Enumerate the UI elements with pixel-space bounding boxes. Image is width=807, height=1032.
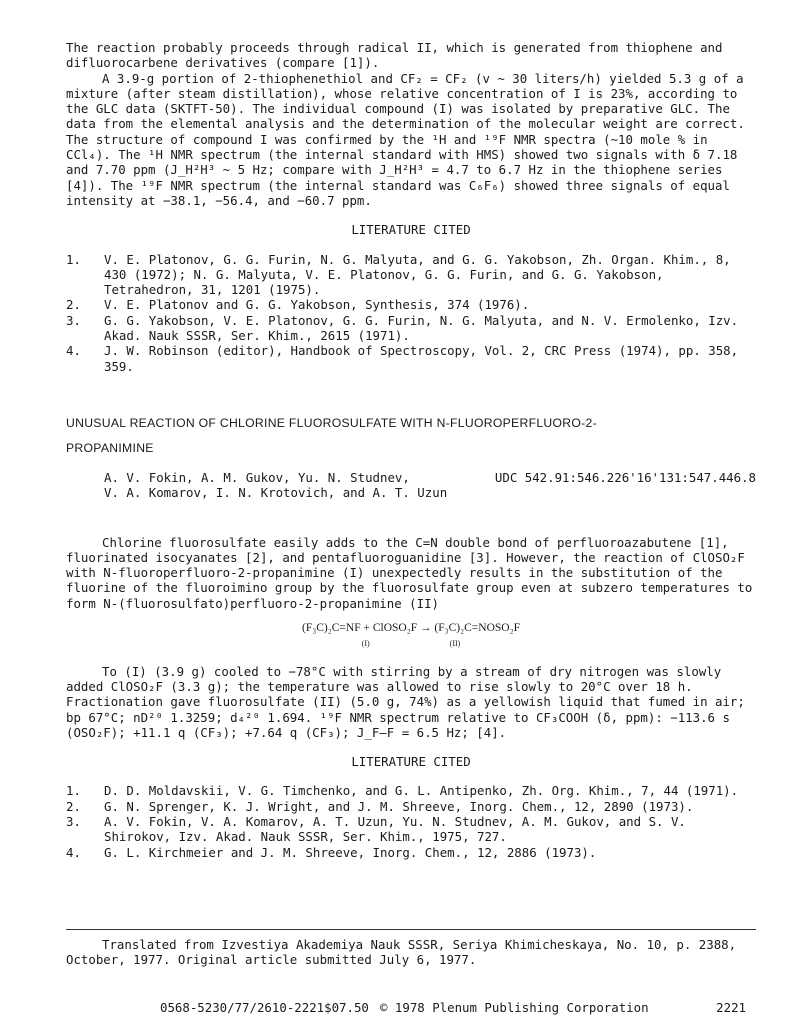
article-title-line-2: PROPANIMINE [66,440,154,455]
reference-item: 3. G. G. Yakobson, V. E. Platonov, G. G. Furin, N. G. Malyuta, and N. V. Ermolenko, Izv. Akad. Nauk SSSR, Ser. Khim., 2615 (1971). [66,312,739,344]
literature-heading-2: LITERATURE CITED [351,754,471,770]
authors-line-1: A. V. Fokin, A. M. Gukov, Yu. N. Studnev, [104,469,410,485]
udc-code: UDC 542.91:546.226'16'131:547.446.8 [494,469,756,485]
reaction-equation [66,621,756,652]
reference-item: 3. A. V. Fokin, V. A. Komarov, A. T. Uzun, Yu. N. Studnev, A. M. Gukov, and S. V. Shirokov, Izv. Akad. Nauk SSSR, Ser. Khim., 1975, 727. [66,813,686,845]
reference-item: 4. J. W. Robinson (editor), Handbook of Spectroscopy, Vol. 2, CRC Press (1974), pp. 358, 359. [66,343,739,374]
reference-item: 1. V. E. Platonov, G. G. Furin, N. G. Malyuta, and G. G. Yakobson, Zh. Organ. Khim., 8, 430 (1972); N. G. Malyuta, V. E. Platonov, G. G. Furin, and G. G. Yakobson, Tetrahedron, 31, 1201 (1975). [66,251,731,298]
translation-note: Translated from Izvestiya Akademiya Nauk SSSR, Seriya Khimicheskaya, No. 10, p. 2388, October, 1977. Original article submitted July 6, 1977. [66,937,737,968]
page-body [66,40,756,860]
reference-list-1 [66,252,756,374]
copyright-notice: © 1978 Plenum Publishing Corporation [380,1000,649,1015]
equation-label-i: (I) [361,639,370,649]
reference-list-2 [66,783,756,859]
reference-item: 2. G. N. Sprenger, K. J. Wright, and J. M. Shreeve, Inorg. Chem., 12, 2890 (1973). [66,798,694,814]
reference-item: 1. D. D. Moldavskii, V. G. Timchenko, and G. L. Antipenko, Zh. Org. Khim., 7, 44 (1971). [66,783,739,799]
intro-paragraph: The reaction probably proceeds through radical II, which is generated from thiophene and difluorocarbene derivatives (compare [1]). [66,40,723,71]
equation-text: (F₃C)₂C=NF + ClOSO₂F → (F₃C)₂C=NOSO₂F [302,622,520,635]
literature-heading-1: LITERATURE CITED [351,222,471,238]
authors-row [104,470,756,501]
experimental-paragraph: A 3.9-g portion of 2-thiophenethiol and CF₂ = CF₂ (v ~ 30 liters/h) yielded 5.3 g of a mixture (after steam distillation), whose relative concentration of I is 23%, according to the GLC data (SKTFT-50). The individual compound (I) was isolated by preparative GLC. The data from the elemental analysis and the determination of the molecular weight are correct. The structure of compound I was confirmed by the ¹H and ¹⁹F NMR spectra (~10 mole % in CCl₄). The ¹H NMR spectrum (the internal standard with HMS) showed two signals with δ 7.18 and 7.70 ppm (J_H²H³ ~ 5 Hz; compare with J_H²H³ = 4.7 to 6.7 Hz in the thiophene series [4]). The ¹⁹F NMR spectrum (the internal standard was C₆F₆) showed three signals of equal intensity at −38.1, −56.4, and −60.7 ppm. [66,70,745,208]
authors-line-2: V. A. Komarov, I. N. Krotovich, and A. T. Uzun [104,485,448,501]
page-number: 2221 [716,1000,746,1015]
article-code: 0568-5230/77/2610-2221$07.50 [160,1000,369,1015]
reference-item: 2. V. E. Platonov and G. G. Yakobson, Synthesis, 374 (1976). [66,297,530,313]
equation-label-ii: (II) [449,639,461,649]
procedure-paragraph: To (I) (3.9 g) cooled to −78°C with stirring by a stream of dry nitrogen was slowly added ClOSO₂F (3.3 g); the temperature was allowed to rise slowly to 20°C over 18 h. Fractionation gave fluorosulfate (II) (5.0 g, 74%) as a yellowish liquid that fumed in air; bp 67°C; nD²⁰ 1.3259; d₄²⁰ 1.694. ¹⁹F NMR spectrum relative to CF₃COOH (δ, ppm): −113.6 s (OSO₂F); +11.1 q (CF₃); +7.64 q (CF₃); J_F–F = 6.5 Hz; [4]. [66,663,745,740]
footer-divider [66,929,756,930]
abstract-paragraph: Chlorine fluorosulfate easily adds to the C=N double bond of perfluoroazabutene [1], fluorinated isocyanates [2], and pentafluoroguanidine [3]. However, the reaction of ClOSO₂F with N-fluoroperfluoro-2-propanimine (I) unexpectedly results in the substitution of the fluorine of the fluoroimino group by the fluorosulfate group even at subzero temperatures to form N-(fluorosulfato)perfluoro-2-propanimine (II) [66,534,753,611]
article-title-line-1: UNUSUAL REACTION OF CHLORINE FLUOROSULFATE WITH N-FLUOROPERFLUORO-2- [66,415,597,430]
reference-item: 4. G. L. Kirchmeier and J. M. Shreeve, Inorg. Chem., 12, 2886 (1973). [66,844,597,860]
